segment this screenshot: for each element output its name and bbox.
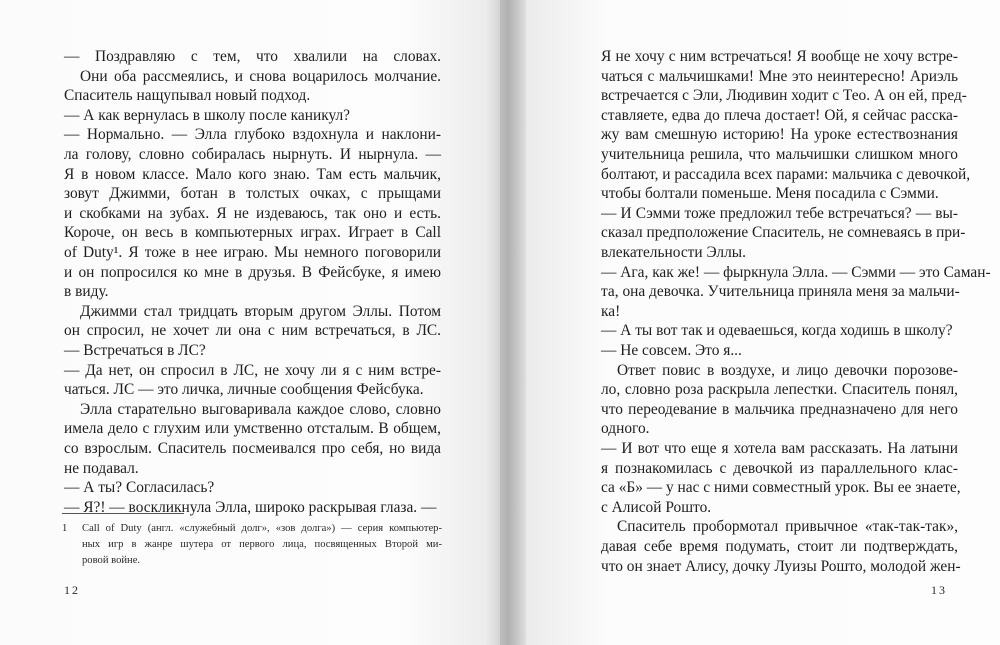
text-line: ло, словно роза раскрыла лепестки. Спаситель понял, xyxy=(601,381,958,399)
text-line: не подавал. xyxy=(64,459,139,477)
text-line: давая себе время подумать, стоит ли подтверждать, xyxy=(601,538,958,555)
text-line: учительница решила, что мальчишки слишком много xyxy=(601,146,958,163)
text-line: одного. xyxy=(601,420,650,438)
text-line: болтают, и рассадила всех парами: мальчика с девочкой, xyxy=(601,165,971,183)
text-line: са «Б» — у нас с ними совместный урок. Вы ее знаете, xyxy=(601,479,961,497)
text-line: он спросил, не хочет ли она с ним встречаться, в ЛС. xyxy=(64,322,441,340)
text-line: Спаситель нащупывал новый подход. xyxy=(64,87,311,105)
text-line: — Встречаться в ЛС? xyxy=(64,342,206,359)
text-line: Я в новом классе. Мало кого знаю. Там есть мальчик, xyxy=(64,165,441,183)
text-line: встречается с Эли, Людивин ходит с Тео. А он ей, пред- xyxy=(601,87,967,105)
text-line: — А как вернулась в школу после каникул? xyxy=(64,106,350,124)
page-number-left: 12 xyxy=(64,583,80,597)
text-line: Джимми стал тридцать вторым другом Эллы. Потом xyxy=(80,302,441,320)
text-line: — Я?! — воскликнула Элла, широко раскрывая глаза. — xyxy=(64,498,437,516)
text-line: зовут Джимми, ботан в толстых очках, с прыщами xyxy=(64,185,441,203)
footnote-line: Call of Duty (англ. «служебный долг», «зов долга») — серия компьютер- xyxy=(82,523,442,534)
text-line: со взрослым. Спаситель посмеивался про себя, но вида xyxy=(64,440,441,457)
text-line: Они оба рассмеялись, и снова воцарилось молчание. xyxy=(80,67,441,85)
text-line: и скобками на зубах. Я не издеваюсь, так оно и есть. xyxy=(64,204,441,222)
page-number-right: 13 xyxy=(931,583,947,597)
text-line: чаться. ЛС — это личка, личные сообщения Фейсбука. xyxy=(64,381,424,399)
text-line: что он знает Алису, дочку Луизы Рошто, молодой жен- xyxy=(601,557,961,575)
right-page xyxy=(500,0,1000,645)
text-line: Ответ повис в воздухе, и лицо девочки порозове- xyxy=(617,361,958,379)
text-line: та, она девочка. Учительница приняла меня за мальчи- xyxy=(601,283,960,301)
text-line: — Ага, как же! — фыркнула Элла. — Сэмми — это Саман- xyxy=(601,263,991,281)
text-line: Элла старательно выговаривала каждое слово, словно xyxy=(80,400,441,418)
footnote-number: 1 xyxy=(62,523,68,534)
text-line: — Не совсем. Это я... xyxy=(601,342,742,359)
text-line: ла голову, словно собиралась нырнуть. И нырнула. — xyxy=(64,146,441,163)
text-line: я познакомилась с девочкой из параллельного клас- xyxy=(601,459,958,477)
text-line: — Поздравляю с тем, что хвалили на словах. xyxy=(64,48,441,65)
text-line: в виду. xyxy=(64,283,109,301)
text-line: сказал предположение Спаситель, не сомневаясь в при- xyxy=(601,224,966,242)
text-line: имела дело с глухим или умственно отсталым. В общем, xyxy=(64,420,441,438)
text-line: и он попросился ко мне в друзья. В Фейсбуке, я имею xyxy=(64,263,441,281)
text-line: — А ты? Согласилась? xyxy=(64,479,215,497)
text-line: Я не хочу с ним встречаться! Я вообще не хочу встре- xyxy=(601,48,958,65)
footnote-line: ных игр в жанре шутера от первого лица, посвященных Второй ми- xyxy=(82,539,442,550)
text-line: Короче, он весь в компьютерных играх. Играет в Call xyxy=(64,224,441,242)
text-line: чтобы болтали поменьше. Меня посадила с Сэмми. xyxy=(601,185,939,203)
text-line: с Алисой Рошто. xyxy=(601,498,712,516)
text-line: — Нормально. — Элла глубоко вздохнула и наклони- xyxy=(64,126,441,144)
text-line: — А ты вот так и одеваешься, когда ходишь в школу? xyxy=(601,322,953,340)
text-line: — И вот что еще я хотела вам рассказать. На латыни xyxy=(601,440,958,457)
text-line: — И Сэмми тоже предложил тебе встречаться? — вы- xyxy=(601,204,958,222)
text-line: ка! xyxy=(601,302,621,320)
text-line: Спаситель пробормотал привычное «так-так-так», xyxy=(617,518,958,536)
text-line: ставляете, едва до плеча достает! Ой, я сейчас расска- xyxy=(601,106,958,124)
footnote-line: ровой войне. xyxy=(82,555,141,566)
text-line: — Да нет, он спросил в ЛС, не хочу ли я с ним встре- xyxy=(64,361,441,379)
text-line: жу вам смешную историю! На уроке естествознания xyxy=(601,126,958,144)
text-line: чаться с мальчишками! Мне это неинтересно! Ариэль xyxy=(601,67,958,85)
text-line: влекательности Эллы. xyxy=(601,244,746,261)
text-line: of Duty¹. Я тоже в нее играю. Мы немного поговорили xyxy=(64,244,441,261)
text-line: что переодевание в мальчика предназначено для него xyxy=(601,400,958,418)
